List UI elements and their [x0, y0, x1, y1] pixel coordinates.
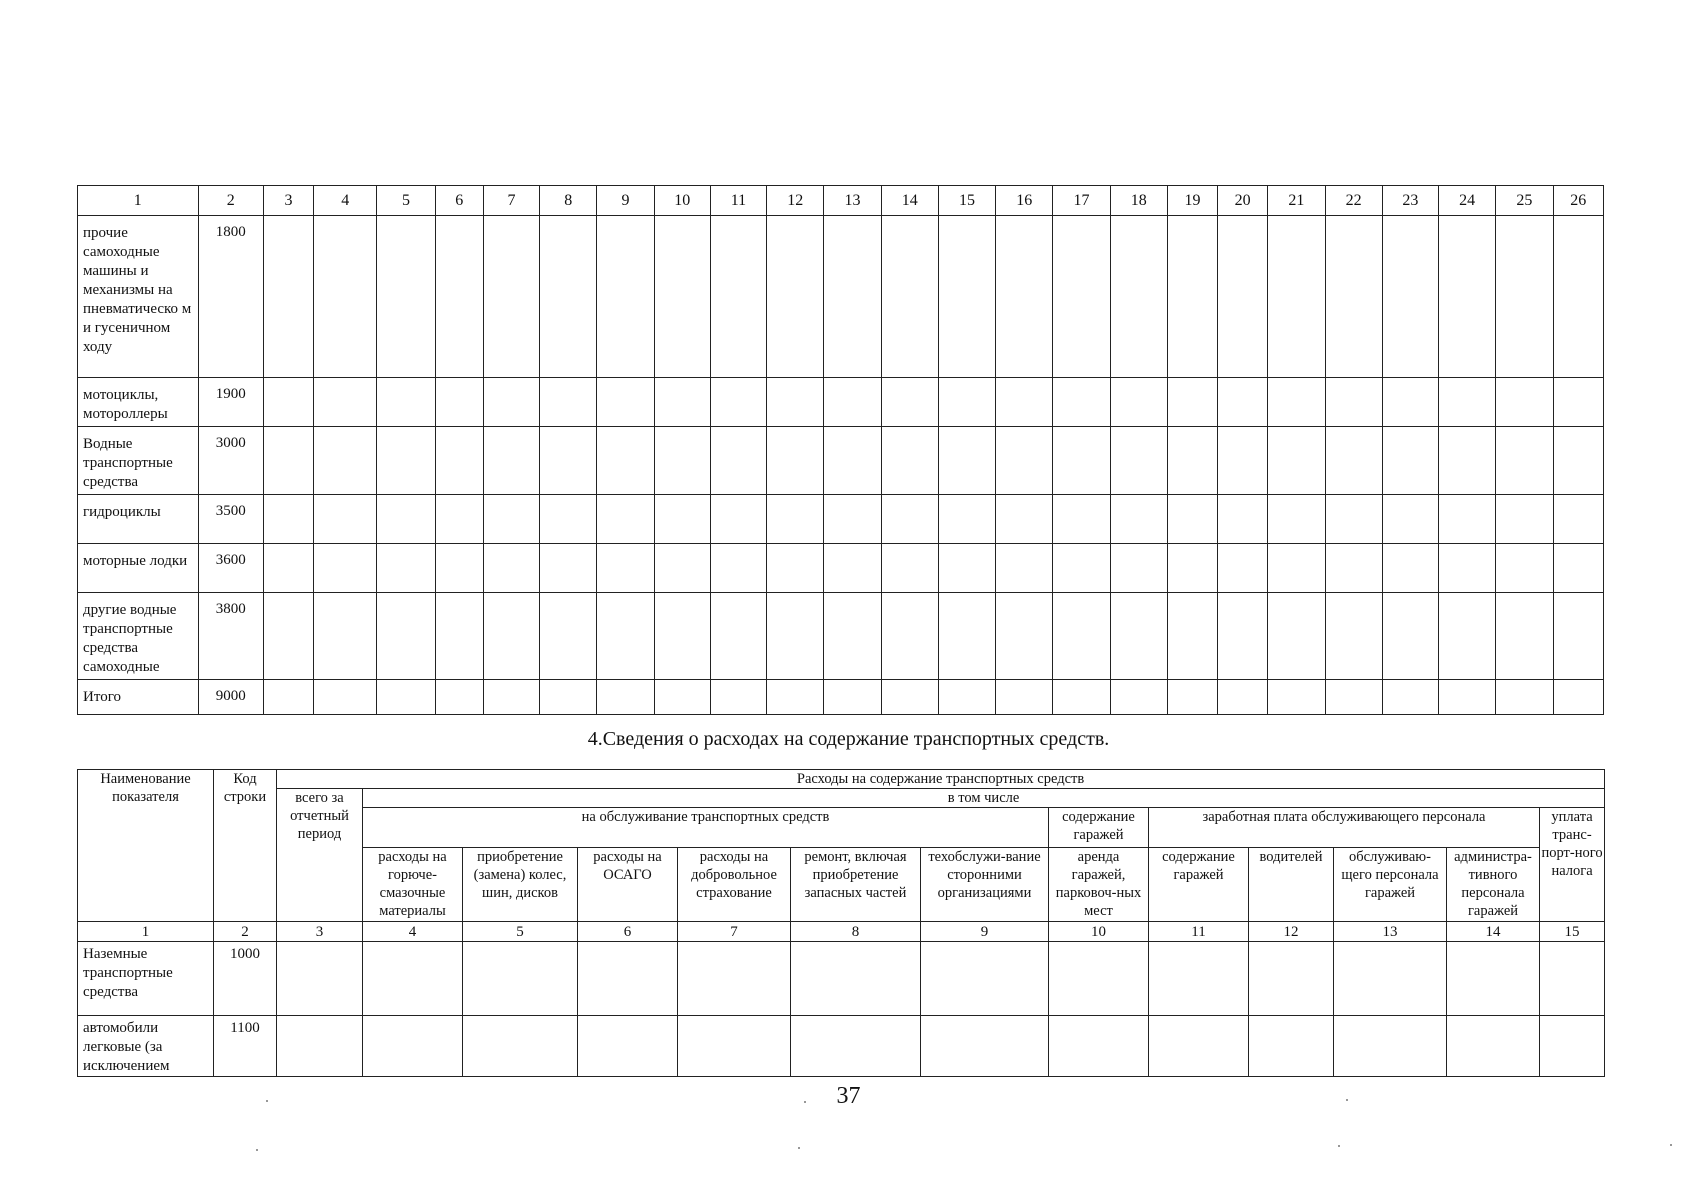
header-salary-group: заработная плата обслуживающего персонала	[1149, 808, 1540, 848]
data-cell	[1382, 593, 1438, 680]
data-cell	[483, 680, 539, 715]
data-cell	[263, 495, 313, 544]
data-cell	[314, 427, 377, 495]
column-number-row	[78, 186, 1604, 216]
data-cell	[463, 1016, 578, 1077]
table-row	[78, 378, 1604, 427]
row-label: Водные транспортные средства	[78, 427, 199, 495]
column-number: 12	[1249, 922, 1334, 942]
column-number: 13	[1334, 922, 1447, 942]
data-cell	[483, 593, 539, 680]
data-cell	[1334, 1016, 1447, 1077]
data-cell	[263, 680, 313, 715]
data-cell	[921, 942, 1049, 1016]
column-number: 11	[710, 186, 766, 216]
data-cell	[597, 680, 654, 715]
row-label: мотоциклы, мотороллеры	[78, 378, 199, 427]
data-cell	[540, 593, 597, 680]
data-cell	[767, 495, 824, 544]
column-number: 13	[824, 186, 881, 216]
row-code: 1000	[214, 942, 277, 1016]
data-cell	[1249, 1016, 1334, 1077]
data-cell	[1325, 495, 1382, 544]
column-number: 9	[921, 922, 1049, 942]
data-cell	[824, 495, 881, 544]
data-cell	[483, 378, 539, 427]
data-cell	[377, 378, 435, 427]
data-cell	[881, 495, 938, 544]
data-cell	[1325, 680, 1382, 715]
data-cell	[1496, 378, 1553, 427]
data-cell	[938, 544, 995, 593]
data-cell	[435, 544, 483, 593]
page-number: 37	[836, 1083, 861, 1109]
data-cell	[791, 1016, 921, 1077]
data-cell	[1268, 680, 1325, 715]
data-cell	[1268, 378, 1325, 427]
data-cell	[654, 427, 710, 495]
row-code: 1800	[198, 216, 263, 378]
data-cell	[1149, 1016, 1249, 1077]
row-code: 1100	[214, 1016, 277, 1077]
data-cell	[1218, 680, 1268, 715]
header-service-group: на обслуживание транспортных средств	[363, 808, 1049, 848]
data-cell	[824, 216, 881, 378]
data-cell	[483, 216, 539, 378]
data-cell	[314, 216, 377, 378]
data-cell	[435, 427, 483, 495]
column-number: 20	[1218, 186, 1268, 216]
row-code: 3800	[198, 593, 263, 680]
data-cell	[1110, 544, 1167, 593]
data-cell	[1053, 495, 1110, 544]
data-cell	[996, 495, 1053, 544]
data-cell	[938, 427, 995, 495]
column-number: 7	[483, 186, 539, 216]
header-total-period: всего за отчетный период	[277, 789, 363, 922]
column-number: 4	[314, 186, 377, 216]
data-cell	[1053, 378, 1110, 427]
table-row	[78, 495, 1604, 544]
data-cell	[1053, 680, 1110, 715]
column-number: 10	[1049, 922, 1149, 942]
row-code: 3600	[198, 544, 263, 593]
data-cell	[710, 495, 766, 544]
data-cell	[710, 544, 766, 593]
data-cell	[767, 216, 824, 378]
data-cell	[314, 544, 377, 593]
data-cell	[263, 427, 313, 495]
column-number: 9	[597, 186, 654, 216]
header-salary-drivers: водителей	[1249, 848, 1334, 922]
data-cell	[377, 427, 435, 495]
scan-speck	[1338, 1145, 1340, 1147]
data-cell	[1149, 942, 1249, 1016]
data-cell	[938, 378, 995, 427]
data-cell	[710, 216, 766, 378]
data-cell	[363, 942, 463, 1016]
data-cell	[277, 1016, 363, 1077]
data-cell	[263, 216, 313, 378]
header-wheels: приобретение (замена) колес, шин, дисков	[463, 848, 578, 922]
table-row	[78, 1016, 1605, 1077]
column-number: 18	[1110, 186, 1167, 216]
data-cell	[314, 680, 377, 715]
section-title: 4.Сведения о расходах на содержание транспортных средств.	[587, 728, 1110, 750]
column-number: 4	[363, 922, 463, 942]
table-row	[78, 544, 1604, 593]
data-cell	[314, 593, 377, 680]
data-cell	[1110, 216, 1167, 378]
data-cell	[1053, 544, 1110, 593]
data-cell	[1439, 544, 1496, 593]
data-cell	[996, 378, 1053, 427]
data-cell	[1167, 593, 1217, 680]
data-cell	[435, 378, 483, 427]
data-cell	[1553, 544, 1603, 593]
column-number: 3	[277, 922, 363, 942]
data-cell	[767, 427, 824, 495]
column-number: 1	[78, 922, 214, 942]
data-cell	[1439, 378, 1496, 427]
row-code: 3000	[198, 427, 263, 495]
data-cell	[1218, 495, 1268, 544]
data-cell	[435, 495, 483, 544]
data-cell	[597, 216, 654, 378]
data-cell	[483, 495, 539, 544]
data-cell	[597, 593, 654, 680]
column-number-row	[78, 922, 1605, 942]
data-cell	[1268, 216, 1325, 378]
header-salary-garages: содержание гаражей	[1149, 848, 1249, 922]
data-cell	[1553, 680, 1603, 715]
header-transport-tax: уплата транс-порт-ного налога	[1540, 808, 1605, 922]
data-cell	[881, 216, 938, 378]
data-cell	[263, 544, 313, 593]
data-cell	[1382, 378, 1438, 427]
data-cell	[654, 680, 710, 715]
data-cell	[277, 942, 363, 1016]
data-cell	[1496, 216, 1553, 378]
data-cell	[938, 680, 995, 715]
data-cell	[824, 427, 881, 495]
data-cell	[1382, 544, 1438, 593]
data-cell	[1049, 942, 1149, 1016]
data-cell	[1167, 544, 1217, 593]
row-code: 1900	[198, 378, 263, 427]
data-cell	[540, 427, 597, 495]
data-cell	[881, 593, 938, 680]
column-number: 23	[1382, 186, 1438, 216]
row-label: автомобили легковые (за исключением	[78, 1016, 214, 1077]
data-cell	[377, 544, 435, 593]
data-cell	[1218, 544, 1268, 593]
data-cell	[1167, 427, 1217, 495]
header-salary-admin-staff: администра-тивного персонала гаражей	[1447, 848, 1540, 922]
data-cell	[1325, 427, 1382, 495]
data-cell	[1110, 378, 1167, 427]
data-cell	[1218, 216, 1268, 378]
data-cell	[1325, 593, 1382, 680]
data-cell	[654, 216, 710, 378]
data-cell	[483, 544, 539, 593]
scan-speck	[1670, 1144, 1672, 1146]
scan-speck	[266, 1100, 268, 1102]
data-cell	[314, 378, 377, 427]
data-cell	[1167, 680, 1217, 715]
column-number: 14	[881, 186, 938, 216]
data-cell	[1218, 427, 1268, 495]
column-number: 15	[938, 186, 995, 216]
header-fuel: расходы на горюче-смазочные материалы	[363, 848, 463, 922]
data-cell	[710, 593, 766, 680]
data-cell	[1325, 216, 1382, 378]
data-cell	[377, 593, 435, 680]
data-cell	[710, 680, 766, 715]
data-cell	[1540, 1016, 1605, 1077]
column-number: 8	[791, 922, 921, 942]
column-number: 21	[1268, 186, 1325, 216]
column-number: 15	[1540, 922, 1605, 942]
data-cell	[1439, 680, 1496, 715]
data-cell	[463, 942, 578, 1016]
scan-speck	[256, 1149, 258, 1151]
column-number: 2	[214, 922, 277, 942]
row-code: 3500	[198, 495, 263, 544]
data-cell	[654, 378, 710, 427]
data-cell	[435, 216, 483, 378]
header-row-code: Код строки	[214, 770, 277, 922]
data-cell	[1110, 680, 1167, 715]
data-cell	[578, 942, 678, 1016]
data-cell	[1553, 216, 1603, 378]
data-cell	[363, 1016, 463, 1077]
data-cell	[1382, 427, 1438, 495]
header-indicator-name: Наименование показателя	[78, 770, 214, 922]
data-cell	[540, 680, 597, 715]
header-expenses: Расходы на содержание транспортных средств	[277, 770, 1605, 789]
data-cell	[767, 680, 824, 715]
data-cell	[1053, 427, 1110, 495]
data-cell	[1553, 495, 1603, 544]
table-row	[78, 427, 1604, 495]
data-cell	[881, 427, 938, 495]
data-cell	[996, 680, 1053, 715]
data-cell	[1249, 942, 1334, 1016]
data-cell	[1540, 942, 1605, 1016]
data-cell	[1110, 593, 1167, 680]
column-number: 5	[377, 186, 435, 216]
data-cell	[597, 378, 654, 427]
data-cell	[263, 378, 313, 427]
row-label: Наземные транспортные средства	[78, 942, 214, 1016]
data-cell	[678, 942, 791, 1016]
column-number: 2	[198, 186, 263, 216]
data-cell	[483, 427, 539, 495]
data-cell	[1496, 495, 1553, 544]
data-cell	[996, 593, 1053, 680]
vehicle-expenses-table	[77, 769, 1605, 1077]
data-cell	[767, 544, 824, 593]
data-cell	[1268, 593, 1325, 680]
data-cell	[1382, 680, 1438, 715]
scan-speck	[804, 1101, 806, 1103]
data-cell	[1110, 427, 1167, 495]
column-number: 26	[1553, 186, 1603, 216]
column-number: 8	[540, 186, 597, 216]
data-cell	[678, 1016, 791, 1077]
data-cell	[938, 495, 995, 544]
data-cell	[767, 593, 824, 680]
column-number: 19	[1167, 186, 1217, 216]
data-cell	[1439, 495, 1496, 544]
row-label: прочие самоходные машины и механизмы на пневматическо м и гусеничном ходу	[78, 216, 199, 378]
data-cell	[1334, 942, 1447, 1016]
header-including: в том числе	[363, 789, 1605, 808]
column-number: 6	[578, 922, 678, 942]
data-cell	[881, 544, 938, 593]
data-cell	[1439, 593, 1496, 680]
table-row	[78, 216, 1604, 378]
data-cell	[824, 378, 881, 427]
data-cell	[710, 427, 766, 495]
data-cell	[1496, 544, 1553, 593]
data-cell	[597, 544, 654, 593]
data-cell	[1496, 427, 1553, 495]
data-cell	[1268, 495, 1325, 544]
scan-speck	[1346, 1099, 1348, 1101]
data-cell	[1049, 1016, 1149, 1077]
data-cell	[377, 216, 435, 378]
data-cell	[540, 378, 597, 427]
data-cell	[791, 942, 921, 1016]
data-cell	[377, 680, 435, 715]
data-cell	[996, 216, 1053, 378]
data-cell	[921, 1016, 1049, 1077]
column-number: 10	[654, 186, 710, 216]
data-cell	[1439, 427, 1496, 495]
data-cell	[881, 378, 938, 427]
column-number: 14	[1447, 922, 1540, 942]
column-number: 24	[1439, 186, 1496, 216]
data-cell	[1382, 216, 1438, 378]
data-cell	[1167, 378, 1217, 427]
data-cell	[996, 544, 1053, 593]
data-cell	[654, 495, 710, 544]
column-number: 5	[463, 922, 578, 942]
data-cell	[314, 495, 377, 544]
row-label: гидроциклы	[78, 495, 199, 544]
data-cell	[1325, 544, 1382, 593]
data-cell	[1553, 593, 1603, 680]
data-cell	[377, 495, 435, 544]
data-cell	[710, 378, 766, 427]
data-cell	[938, 216, 995, 378]
data-cell	[540, 544, 597, 593]
column-number: 16	[996, 186, 1053, 216]
row-label: другие водные транспортные средства самоходные	[78, 593, 199, 680]
data-cell	[824, 544, 881, 593]
header-osago: расходы на ОСАГО	[578, 848, 678, 922]
data-cell	[996, 427, 1053, 495]
column-number: 3	[263, 186, 313, 216]
data-cell	[824, 680, 881, 715]
column-number: 12	[767, 186, 824, 216]
header-garage-rent: аренда гаражей, парковоч-ных мест	[1049, 848, 1149, 922]
data-cell	[767, 378, 824, 427]
data-cell	[1053, 593, 1110, 680]
data-cell	[1447, 942, 1540, 1016]
data-cell	[1496, 680, 1553, 715]
column-number: 17	[1053, 186, 1110, 216]
data-cell	[654, 544, 710, 593]
header-salary-service-staff: обслуживаю-щего персонала гаражей	[1334, 848, 1447, 922]
data-cell	[1553, 378, 1603, 427]
data-cell	[1218, 593, 1268, 680]
header-voluntary-insurance: расходы на добровольное страхование	[678, 848, 791, 922]
header-garage-group: содержание гаражей	[1049, 808, 1149, 848]
data-cell	[1110, 495, 1167, 544]
column-number: 25	[1496, 186, 1553, 216]
row-code: 9000	[198, 680, 263, 715]
data-cell	[578, 1016, 678, 1077]
data-cell	[881, 680, 938, 715]
column-number: 11	[1149, 922, 1249, 942]
column-number: 6	[435, 186, 483, 216]
row-label: Итого	[78, 680, 199, 715]
row-label: моторные лодки	[78, 544, 199, 593]
data-cell	[824, 593, 881, 680]
data-cell	[1053, 216, 1110, 378]
data-cell	[1382, 495, 1438, 544]
data-cell	[654, 593, 710, 680]
table-row	[78, 942, 1605, 1016]
header-repair: ремонт, включая приобретение запасных частей	[791, 848, 921, 922]
data-cell	[1447, 1016, 1540, 1077]
table-row	[78, 593, 1604, 680]
data-cell	[1268, 544, 1325, 593]
scan-speck	[798, 1147, 800, 1149]
column-number: 1	[78, 186, 199, 216]
data-cell	[1167, 495, 1217, 544]
data-cell	[435, 680, 483, 715]
data-cell	[1268, 427, 1325, 495]
data-cell	[1325, 378, 1382, 427]
data-cell	[938, 593, 995, 680]
transport-table-continued	[77, 185, 1604, 715]
data-cell	[1167, 216, 1217, 378]
data-cell	[263, 593, 313, 680]
data-cell	[597, 495, 654, 544]
data-cell	[540, 216, 597, 378]
column-number: 22	[1325, 186, 1382, 216]
data-cell	[1439, 216, 1496, 378]
column-number: 7	[678, 922, 791, 942]
table-row	[78, 680, 1604, 715]
data-cell	[540, 495, 597, 544]
data-cell	[1553, 427, 1603, 495]
data-cell	[1218, 378, 1268, 427]
data-cell	[597, 427, 654, 495]
header-third-party-service: техобслужи-вание сторонними организациями	[921, 848, 1049, 922]
data-cell	[1496, 593, 1553, 680]
data-cell	[435, 593, 483, 680]
